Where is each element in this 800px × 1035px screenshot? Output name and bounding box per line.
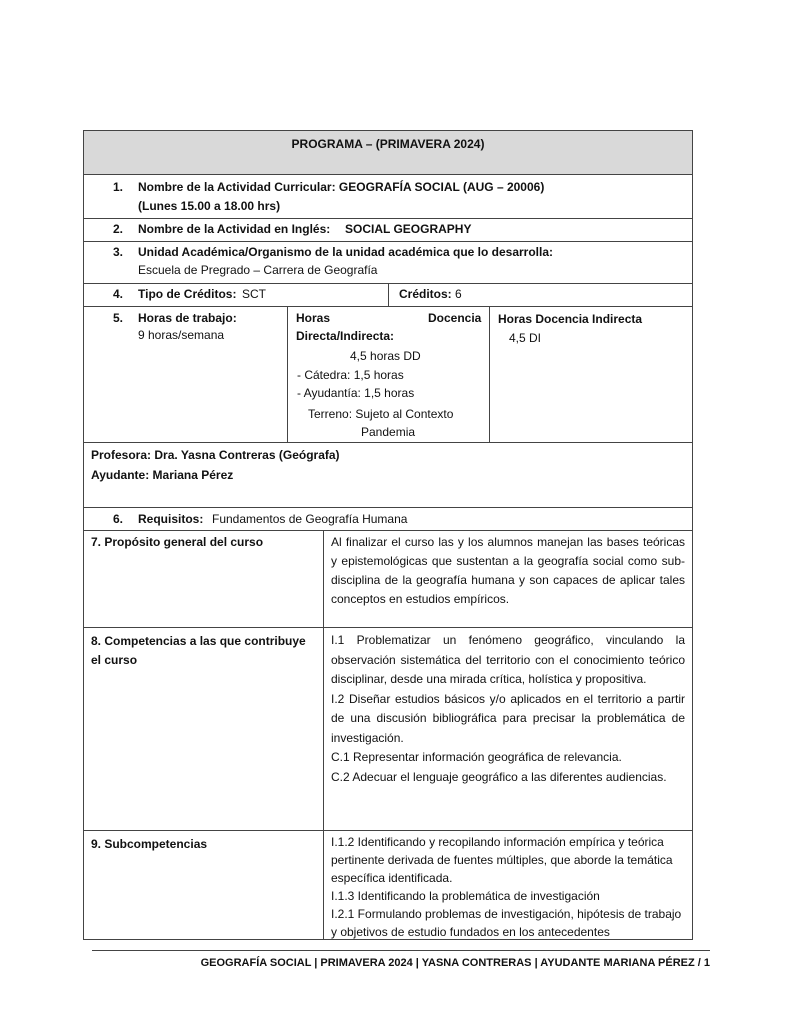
activity-schedule: (Lunes 15.00 a 18.00 hrs) <box>138 199 281 213</box>
assistant: Ayudante: Mariana Pérez <box>91 468 234 482</box>
subcompetency-item: I.2.1 Formulando problemas de investigación, hipótesis de trabajo y objetivos de estudio fundados en los antecedentes <box>331 907 682 939</box>
competency-item: C.1 Representar información geográfica de relevancia. <box>331 750 622 764</box>
competency-item: I.2 Diseñar estudios básicos y/o aplicados en el territorio a partir de una discusión bibliográfica para precisar la problemática de investigación. <box>331 691 685 745</box>
subcompetency-item: I.1.3 Identificando la problemática de investigación <box>331 889 600 903</box>
direct-hours-total: 4,5 horas DD <box>350 349 421 363</box>
academic-unit-label: Unidad Académica/Organismo de la unidad académica que lo desarrolla: <box>138 245 554 259</box>
item-number: 2. <box>113 222 124 236</box>
subcompetencies <box>331 833 685 941</box>
section-7-label: 7. Propósito general del curso <box>91 535 264 549</box>
item-number: 3. <box>113 245 124 259</box>
direct-hours-label: Docencia <box>428 311 482 325</box>
catedra-hours: - Cátedra: 1,5 horas <box>297 368 404 382</box>
terreno-note: Terreno: Sujeto al Contexto <box>308 407 454 421</box>
credit-type-value: SCT <box>242 287 266 301</box>
english-name-label: Nombre de la Actividad en Inglés: <box>138 222 331 236</box>
indirect-hours-label: Horas Docencia Indirecta <box>498 312 643 326</box>
section-8-label: 8. Competencias a las que contribuye el curso <box>91 634 306 667</box>
indirect-hours-value: 4,5 DI <box>509 331 542 345</box>
item-number: 5. <box>113 311 124 325</box>
footer-divider <box>92 950 710 951</box>
page-footer: GEOGRAFÍA SOCIAL | PRIMAVERA 2024 | YASNA CONTRERAS | AYUDANTE MARIANA PÉREZ / 1 <box>200 957 710 969</box>
item-number: 6. <box>113 512 124 526</box>
activity-name: Nombre de la Actividad Curricular: GEOGRAFÍA SOCIAL (AUG – 20006) <box>138 180 545 194</box>
terreno-note: Pandemia <box>361 425 416 439</box>
academic-unit-value: Escuela de Pregrado – Carrera de Geografía <box>138 263 378 277</box>
credit-type-label: Tipo de Créditos: <box>138 287 237 301</box>
work-hours-value: 9 horas/semana <box>138 328 225 342</box>
course-purpose: Al finalizar el curso las y los alumnos manejan las bases teóricas y epistemológicas que sustentan a la geografía social como sub-disciplina de la geografía humana y son capaces de aplicar tales conceptos en estudios empíricos. <box>331 535 685 606</box>
work-hours-label: Horas de trabajo: <box>138 311 237 325</box>
section-9-label: 9. Subcompetencias <box>91 837 208 851</box>
direct-hours-label: Horas <box>296 311 331 325</box>
competency-item: I.1 Problematizar un fenómeno geográfico, vinculando la observación sistemática del territorio con el conocimiento teórico disciplinar, desde una mirada crítica, holística y propositiva. <box>331 633 685 686</box>
competencies <box>331 631 685 787</box>
subcompetency-item: I.1.2 Identificando y recopilando información empírica y teórica pertinente derivada de fuentes múltiples, que aborde la temática específica identificada. <box>331 835 673 885</box>
item-number: 1. <box>113 180 124 194</box>
professor: Profesora: Dra. Yasna Contreras (Geógrafa) <box>91 448 340 462</box>
ayudantia-hours: - Ayudantía: 1,5 horas <box>297 386 415 400</box>
item-number: 4. <box>113 287 124 301</box>
credits-value: 6 <box>455 287 462 301</box>
direct-hours-label: Directa/Indirecta: <box>296 329 395 343</box>
credits-label: Créditos: <box>399 287 452 301</box>
requirements-value: Fundamentos de Geografía Humana <box>212 512 408 526</box>
competency-item: C.2 Adecuar el lenguaje geográfico a las diferentes audiencias. <box>331 769 667 784</box>
page-title: PROGRAMA – (PRIMAVERA 2024) <box>291 137 485 151</box>
english-name-value: SOCIAL GEOGRAPHY <box>345 222 472 236</box>
requirements-label: Requisitos: <box>138 512 204 526</box>
